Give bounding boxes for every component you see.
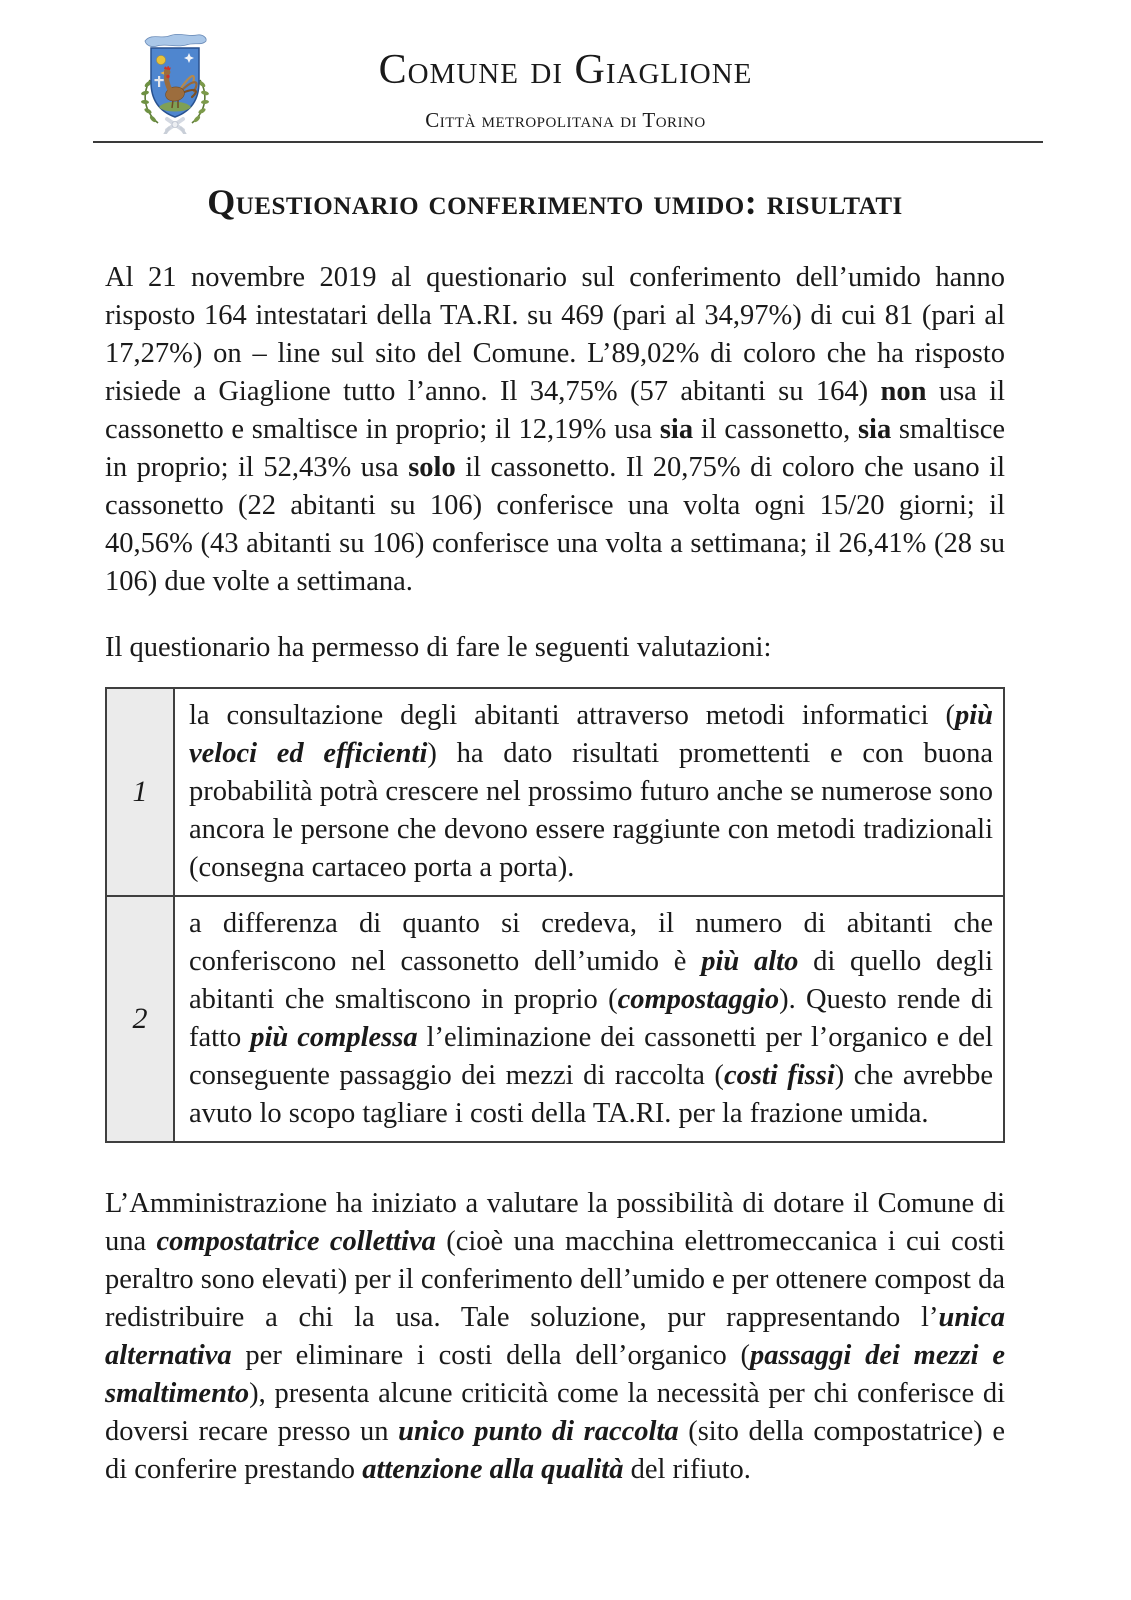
municipality-name: Comune di Giaglione [378,47,753,93]
evaluations-table [105,687,1005,1143]
row-number: 1 [106,688,174,896]
metropolitan-city-subtitle: Città metropolitana di Torino [425,108,706,132]
document-body [105,143,1005,1489]
row-number: 2 [106,896,174,1142]
table-row [106,896,1004,1142]
closing-paragraph: L’Amministrazione ha iniziato a valutare la possibilità di dotare il Comune di una compostatrice collettiva (cioè una macchina elettromeccanica i cui costi peraltro sono elevati) per il conferimento dell’umido e per ottenere compost da redistribuire a chi la usa. Tale soluzione, pur rappresentando l’unica alternativa per eliminare i costi della dell’organico (passaggi dei mezzi e smaltimento), presenta alcune criticità come la necessità per chi conferisce di doversi recare presso un unico punto di raccolta (sito della compostatrice) e di conferire prestando attenzione alla qualità del rifiuto. [105,1187,1005,1485]
lead-in-text: Il questionario ha permesso di fare le seguenti valutazioni: [105,631,772,663]
table-row [106,688,1004,896]
banner-ribbon [145,34,206,46]
page-title: Questionario conferimento umido: risultati [207,182,903,222]
row-text: a differenza di quanto si credeva, il numero di abitanti che conferiscono nel cassonetto dell’umido è più alto di quello degli abitanti che smaltiscono in proprio (compostaggio). Questo rende di fatto più complessa l’eliminazione dei cassonetti per l’organico e del conseguente passaggio dei mezzi di raccolta (costi fissi) che avrebbe avuto lo scopo tagliare i costi della TA.RI. per la frazione umida. [174,896,1004,1142]
intro-paragraph: Al 21 novembre 2019 al questionario sul conferimento dell’umido hanno risposto 164 intestatari della TA.RI. su 469 (pari al 34,97%) di cui 81 (pari al 17,27%) on – line sul sito del Comune. L’89,02% di coloro che ha risposto risiede a Giaglione tutto l’anno. Il 34,75% (57 abitanti su 164) non usa il cassonetto e smaltisce in proprio; il 12,19% usa sia il cassonetto, sia smaltisce in proprio; il 52,43% usa solo il cassonetto. Il 20,75% di coloro che usano il cassonetto (22 abitanti su 106) conferisce una volta ogni 15/20 giorni; il 40,56% (43 abitanti su 106) conferisce una volta a settimana; il 26,41% (28 su 106) due volte a settimana. [105,261,1006,597]
row-text: la consultazione degli abitanti attraverso metodi informatici (più veloci ed efficienti) ha dato risultati promettenti e con buona probabilità potrà crescere nel prossimo futuro anche se numerose sono ancora le persone che devono essere raggiunte con metodi tradizionali (consegna cartaceo porta a porta). [174,688,1004,896]
